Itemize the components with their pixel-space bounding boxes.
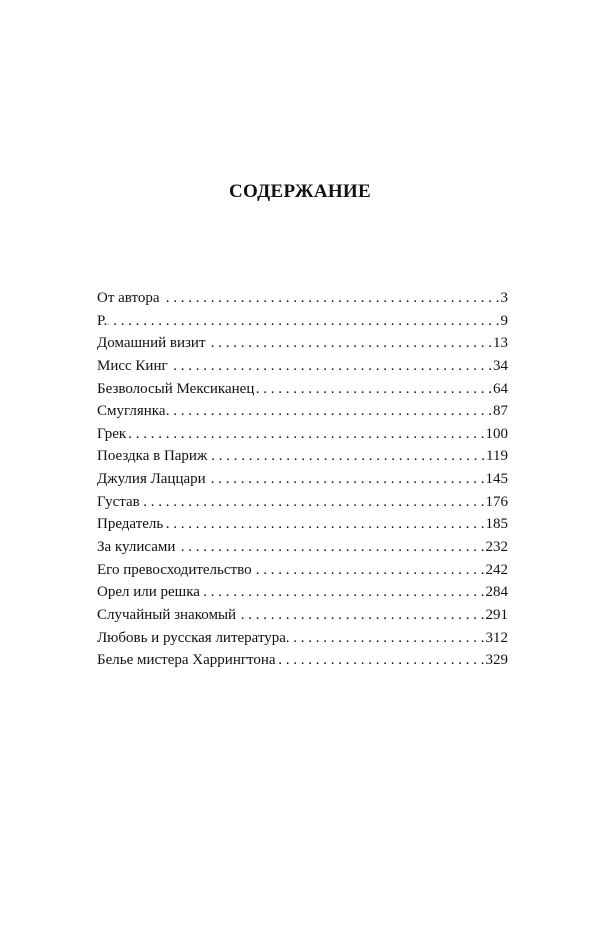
- dot-leader: [287, 627, 485, 650]
- toc-entry-title: Смуглянка: [97, 403, 166, 420]
- toc-entry: [97, 400, 508, 423]
- toc-entry: [97, 491, 508, 514]
- toc-entry-page: 9: [500, 312, 508, 329]
- toc-entry-title: Случайный знакомый: [97, 606, 237, 623]
- dot-leader: [164, 513, 484, 536]
- toc-entry-page: 145: [485, 471, 508, 488]
- toc-entry: [97, 604, 508, 627]
- toc-entry-title: Предатель: [97, 516, 164, 533]
- dot-leader: [237, 604, 484, 627]
- dot-leader: [253, 559, 485, 582]
- toc-entry: [97, 513, 508, 536]
- toc-entry: [97, 649, 508, 672]
- toc-entry: [97, 468, 508, 491]
- toc-entry: [97, 378, 508, 401]
- toc-entry-page: 3: [500, 290, 508, 306]
- toc-entry: [97, 445, 508, 468]
- toc-entry-page: 64: [493, 380, 508, 397]
- dot-leader: [207, 468, 485, 491]
- toc-entry-page: 291: [485, 606, 508, 623]
- toc-entry-page: 119: [486, 448, 508, 465]
- toc-entry-title: Любовь и русская литература: [97, 629, 286, 646]
- toc-entry: [97, 310, 508, 333]
- toc-entry-title: Густав: [97, 493, 140, 510]
- toc-entry-page: 34: [493, 357, 508, 374]
- toc-entry: [97, 332, 508, 355]
- toc-entry: [97, 423, 508, 446]
- toc-entry-title: Орел или решка: [97, 584, 200, 601]
- toc-entry-title: От автора: [97, 290, 160, 306]
- toc-entry-page: 100: [485, 425, 508, 442]
- toc-entry: [97, 355, 508, 378]
- toc-entry-title: Мисс Кинг: [97, 357, 168, 374]
- toc-entry-page: 242: [485, 561, 508, 578]
- dot-leader: [161, 287, 500, 310]
- toc-entry-title: Домашний визит: [97, 335, 206, 352]
- toc-entry-title: Поездка в Париж: [97, 448, 208, 465]
- toc-entry: [97, 287, 508, 310]
- toc-entry-page: 284: [485, 584, 508, 601]
- toc-entry-title: Р.: [97, 312, 108, 329]
- toc-entry-page: 87: [493, 403, 508, 420]
- toc-entry: [97, 581, 508, 604]
- dot-leader: [176, 536, 484, 559]
- dot-leader: [255, 378, 492, 401]
- toc-entry-page: 176: [485, 493, 508, 510]
- dot-leader: [127, 423, 484, 446]
- dot-leader: [208, 445, 485, 468]
- dot-leader: [141, 491, 485, 514]
- toc-entry-title: Его превосходительство: [97, 561, 252, 578]
- toc-entry-page: 13: [493, 335, 508, 352]
- toc-entry-title: За кулисами: [97, 539, 176, 556]
- dot-leader: [169, 355, 492, 378]
- toc-entry: [97, 627, 508, 650]
- toc-entry-title: Белье мистера Харрингтона: [97, 652, 276, 669]
- toc-entry-page: 185: [485, 516, 508, 533]
- dot-leader: [207, 332, 493, 355]
- toc-entry-title: Безволосый Мексиканец: [97, 380, 255, 397]
- toc-list: [97, 287, 508, 672]
- toc-entry-page: 329: [485, 652, 508, 669]
- toc-entry-title: Джулия Лаццари: [97, 471, 206, 488]
- dot-leader: [108, 310, 499, 333]
- dot-leader: [201, 581, 485, 604]
- toc-heading: СОДЕРЖАНИЕ: [229, 181, 371, 202]
- toc-entry-title: Грек: [97, 425, 127, 442]
- toc-entry: [97, 536, 508, 559]
- toc-entry-page: 312: [485, 629, 508, 646]
- dot-leader: [277, 649, 485, 672]
- toc-entry: [97, 559, 508, 582]
- dot-leader: [167, 400, 492, 423]
- toc-entry-page: 232: [485, 539, 508, 556]
